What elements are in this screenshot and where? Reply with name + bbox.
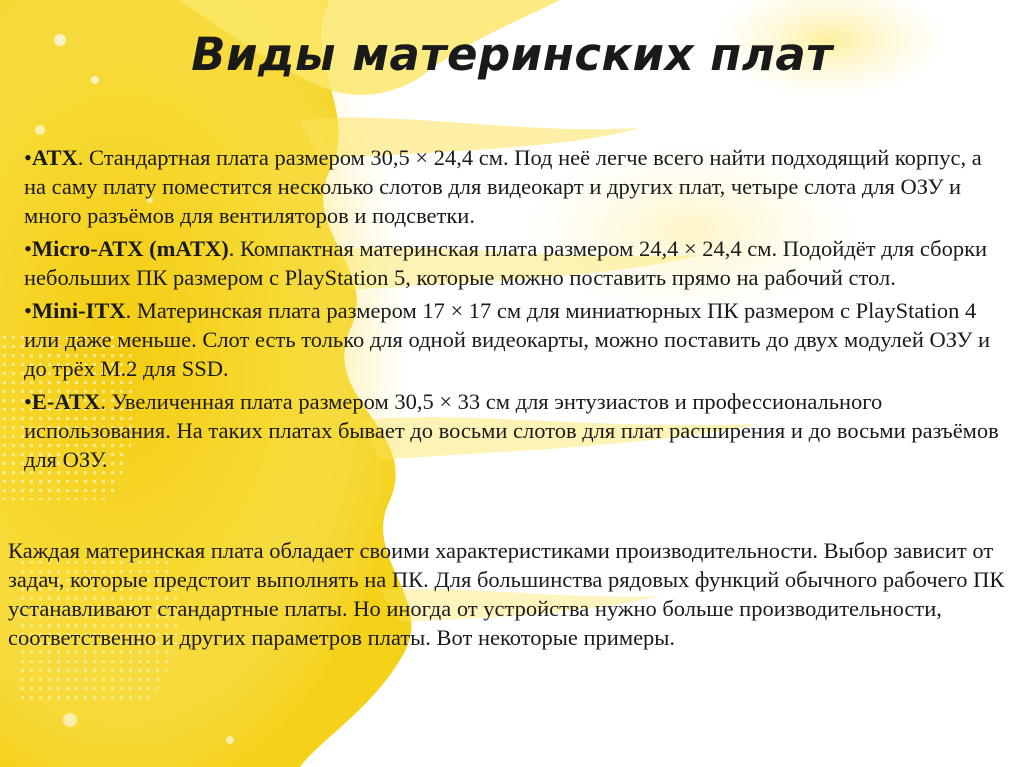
bullet-text: . Компактная материнская плата размером 24,4 × 24,4 см. Подойдёт для сборки небольших ПК размером с PlayStation 5, которые можно поставить прямо на рабочий стол. [24,236,988,290]
summary-paragraph: Каждая материнская плата обладает своими характеристиками производительности. Выбор зависит от задач, которые предстоит выполнять на ПК. Для большинства рядовых функций обычного рабочего ПК устанавливают стандартные платы. Но иногда от устройства нужно больше производительности, соответственно и других параметров платы. Вот некоторые примеры. [8,538,1005,650]
slide-title: Виды материнских плат [191,28,833,81]
bullet-term: ATX [31,145,78,170]
bullet-mini-itx: •Mini-ITX. Материнская плата размером 17 × 17 см для миниатюрных ПК размером с PlayStation 4 или даже меньше. Слот есть только для одной видеокарты, можно поставить до двух модулей ОЗУ и до трёх M.2 для SSD. [24,298,991,381]
motherboard-types-list [24,143,1004,478]
bullet-atx: •ATX. Стандартная плата размером 30,5 × 24,4 см. Под неё легче всего найти подходящий корпус, а на саму плату поместится несколько слотов для видеокарт и других плат, четыре слота для ОЗУ и много разъёмов для вентиляторов и подсветки. [24,145,982,228]
bullet-e-atx: •E-ATX. Увеличенная плата размером 30,5 × 33 см для энтузиастов и профессионального использования. На таких платах бывает до восьми слотов для плат расширения и до восьми разъёмов для ОЗУ. [24,389,999,472]
bullet-term: E-ATX [31,389,101,414]
bullet-micro-atx: •Micro-ATX (mATX). Компактная материнская плата размером 24,4 × 24,4 см. Подойдёт для сборки небольших ПК размером с PlayStation 5, которые можно поставить прямо на рабочий стол. [24,236,988,290]
bullet-term: Micro-ATX (mATX) [31,236,229,261]
bullet-text: . Увеличенная плата размером 30,5 × 33 см для энтузиастов и профессионального использования. На таких платах бывает до восьми слотов для плат расширения и до восьми разъёмов для ОЗУ. [24,389,999,472]
bullet-text: . Материнская плата размером 17 × 17 см для миниатюрных ПК размером с PlayStation 4 или даже меньше. Слот есть только для одной видеокарты, можно поставить до двух модулей ОЗУ и до трёх M.2 для SSD. [24,298,991,381]
bullet-text: . Стандартная плата размером 30,5 × 24,4 см. Под неё легче всего найти подходящий корпус, а на саму плату поместится несколько слотов для видеокарт и других плат, четыре слота для ОЗУ и много разъёмов для вентиляторов и подсветки. [24,145,982,228]
bullet-term: Mini-ITX [31,298,126,323]
